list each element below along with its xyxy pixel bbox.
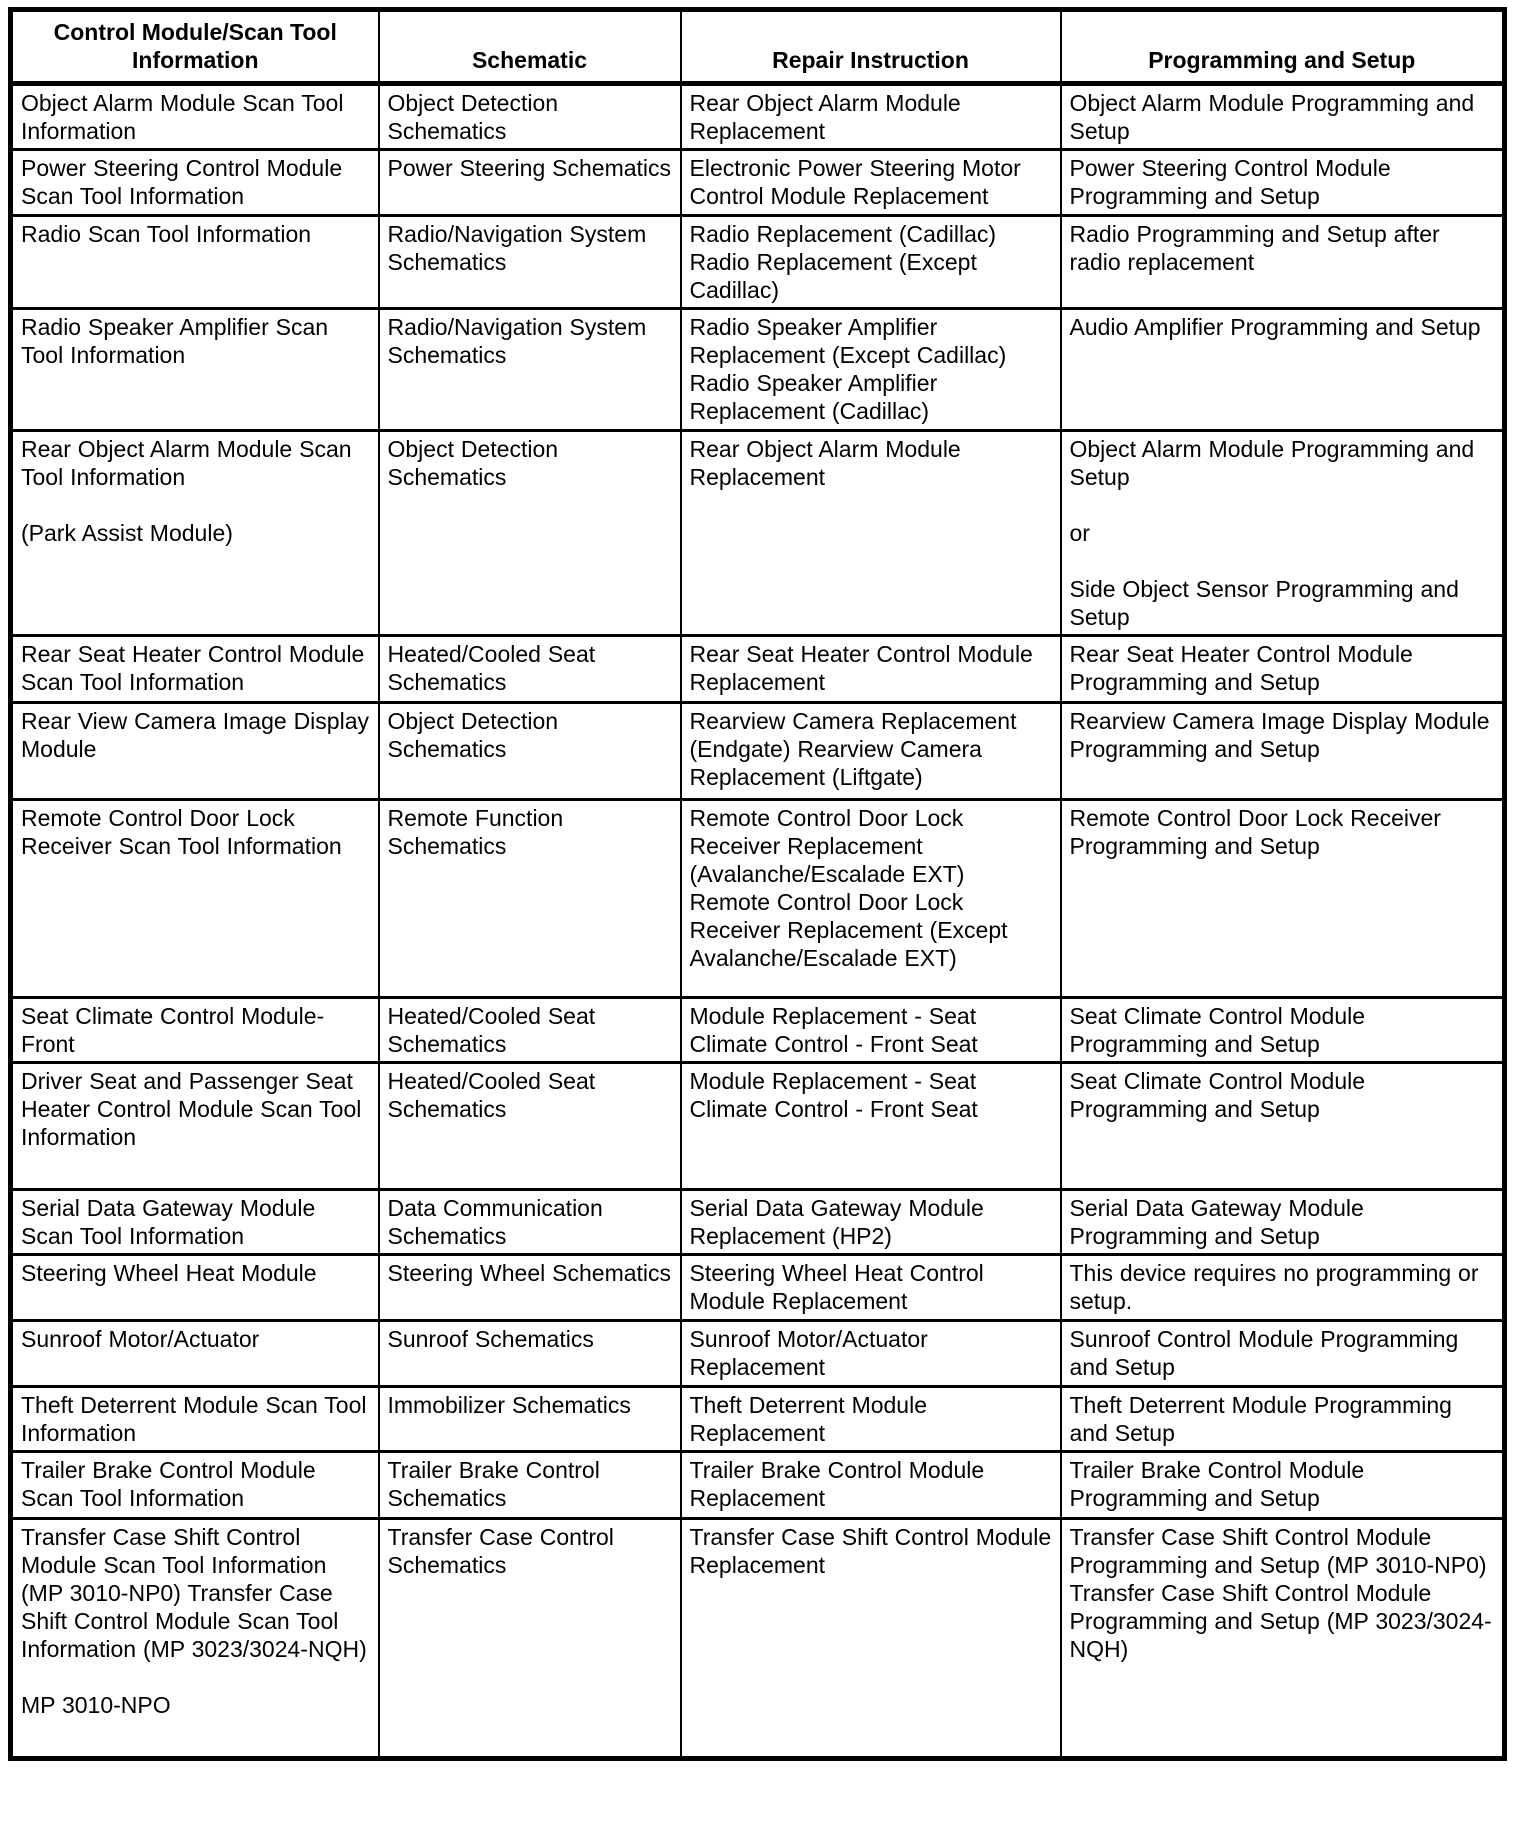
cell-text-line: Radio Speaker Amplifier Scan Tool Information: [21, 314, 329, 368]
cell-text-line: Remote Control Door Lock Receiver Scan Tool Information: [21, 805, 342, 859]
cell-module: [11, 1255, 379, 1321]
table-row: [11, 1387, 1505, 1452]
cell-text-line: Object Alarm Module Scan Tool Information: [21, 90, 344, 144]
cell-schematic: [379, 636, 681, 703]
cell-text-line: Steering Wheel Heat Control Module Replacement: [689, 1260, 984, 1314]
cell-text-line: Trailer Brake Control Module Replacement: [689, 1457, 985, 1511]
cell-module: [11, 1321, 379, 1387]
cell-repair: [681, 1452, 1061, 1519]
cell-module: [11, 84, 379, 150]
cell-repair: [681, 1321, 1061, 1387]
cell-text-line: (Park Assist Module): [21, 520, 233, 546]
cell-text-line: Electronic Power Steering Motor Control Module Replacement: [689, 155, 1021, 209]
table-row: [11, 216, 1505, 309]
cell-schematic: [379, 150, 681, 216]
cell-module: [11, 1519, 379, 1759]
cell-text-line: Transfer Case Shift Control Module Replacement: [689, 1524, 1052, 1578]
cell-text-line: Immobilizer Schematics: [387, 1392, 631, 1418]
cell-text-line: Steering Wheel Heat Module: [21, 1260, 317, 1286]
cell-programming: [1061, 309, 1505, 431]
cell-repair: [681, 1387, 1061, 1452]
cell-repair: [681, 431, 1061, 636]
cell-text-line: Transfer Case Shift Control Module Programming and Setup (MP 3010-NP0) Transfer Case Shift Control Module Programming and Setup (MP 3023/3024-NQH): [1069, 1524, 1492, 1662]
table-row: [11, 309, 1505, 431]
cell-text-line: Power Steering Schematics: [387, 155, 672, 181]
cell-schematic: [379, 1255, 681, 1321]
table-row: [11, 1519, 1505, 1759]
cell-text-line: Transfer Case Shift Control Module Scan Tool Information (MP 3010-NP0) Transfer Case Shift Control Module Scan Tool Information (MP 3023/3024-NQH): [21, 1524, 367, 1662]
cell-module: [11, 1190, 379, 1255]
cell-schematic: [379, 1321, 681, 1387]
cell-programming: [1061, 216, 1505, 309]
cell-programming: [1061, 1519, 1505, 1759]
cell-text-line: Object Detection Schematics: [387, 90, 559, 144]
cell-text-line: Module Replacement - Seat Climate Control - Front Seat: [689, 1003, 978, 1057]
column-header-schematic: Schematic: [379, 10, 681, 84]
cell-schematic: [379, 998, 681, 1063]
cell-schematic: [379, 1063, 681, 1190]
cell-spacer-line: [1070, 491, 1497, 519]
cell-programming: [1061, 1321, 1505, 1387]
cell-text-line: Remote Function Schematics: [387, 805, 564, 859]
cell-schematic: [379, 309, 681, 431]
cell-text-line: Rear Seat Heater Control Module Scan Tool Information: [21, 641, 365, 695]
cell-text-line: MP 3010-NPO: [21, 1692, 171, 1718]
cell-programming: [1061, 1190, 1505, 1255]
cell-text-line: Sunroof Schematics: [387, 1326, 594, 1352]
cell-repair: [681, 800, 1061, 998]
cell-text-line: Rearview Camera Image Display Module Programming and Setup: [1069, 708, 1490, 762]
table-row: [11, 800, 1505, 998]
cell-text-line: Sunroof Control Module Programming and Setup: [1069, 1326, 1459, 1380]
cell-module: [11, 1452, 379, 1519]
cell-schematic: [379, 216, 681, 309]
cell-repair: [681, 998, 1061, 1063]
cell-text-line: This device requires no programming or setup.: [1069, 1260, 1479, 1314]
cell-text-line: Object Detection Schematics: [387, 436, 559, 490]
cell-text-line: Theft Deterrent Module Programming and Setup: [1069, 1392, 1452, 1446]
cell-text-line: Rear Object Alarm Module Replacement: [689, 436, 961, 490]
cell-schematic: [379, 1452, 681, 1519]
cell-schematic: [379, 800, 681, 998]
cell-text-line: Radio Replacement (Except Cadillac): [689, 249, 977, 303]
cell-text-line: Radio Speaker Amplifier Replacement (Except Cadillac): [689, 314, 1007, 368]
cell-text-line: Rear Object Alarm Module Scan Tool Information: [21, 436, 352, 490]
cell-repair: [681, 84, 1061, 150]
cell-spacer-line: [21, 491, 372, 519]
cell-programming: [1061, 998, 1505, 1063]
cell-programming: [1061, 431, 1505, 636]
table-row: [11, 84, 1505, 150]
cell-repair: [681, 1190, 1061, 1255]
cell-spacer-line: [1070, 547, 1497, 575]
cell-text-line: Data Communication Schematics: [387, 1195, 603, 1249]
cell-schematic: [379, 1519, 681, 1759]
cell-text-line: Radio/Navigation System Schematics: [387, 314, 647, 368]
cell-module: [11, 636, 379, 703]
cell-text-line: Radio Programming and Setup after radio replacement: [1069, 221, 1440, 275]
cell-text-line: Radio Scan Tool Information: [21, 221, 312, 247]
cell-repair: [681, 309, 1061, 431]
cell-module: [11, 150, 379, 216]
cell-text-line: Heated/Cooled Seat Schematics: [387, 1068, 596, 1122]
cell-programming: [1061, 84, 1505, 150]
cell-text-line: Trailer Brake Control Module Scan Tool Information: [21, 1457, 316, 1511]
cell-schematic: [379, 703, 681, 800]
cell-text-line: Seat Climate Control Module-Front: [21, 1003, 325, 1057]
table-row: [11, 431, 1505, 636]
cell-programming: [1061, 1452, 1505, 1519]
cell-spacer-line: [21, 1663, 372, 1691]
cell-text-line: Transfer Case Control Schematics: [387, 1524, 614, 1578]
cell-text-line: Trailer Brake Control Module Programming and Setup: [1069, 1457, 1365, 1511]
cell-module: [11, 800, 379, 998]
cell-repair: [681, 150, 1061, 216]
cell-text-line: Rear View Camera Image Display Module: [21, 708, 369, 762]
cell-text-line: Trailer Brake Control Schematics: [387, 1457, 600, 1511]
cell-text-line: Rearview Camera Replacement (Endgate) Rearview Camera Replacement (Liftgate): [689, 708, 1017, 790]
cell-module: [11, 431, 379, 636]
cell-module: [11, 1063, 379, 1190]
cell-text-line: Serial Data Gateway Module Programming and Setup: [1069, 1195, 1364, 1249]
column-header-control-module-scan-tool-information: Control Module/Scan Tool Information: [11, 10, 379, 84]
cell-text-line: Radio Replacement (Cadillac): [689, 221, 997, 247]
cell-text-line: Seat Climate Control Module Programming and Setup: [1069, 1003, 1366, 1057]
cell-repair: [681, 1063, 1061, 1190]
cell-schematic: [379, 84, 681, 150]
cell-repair: [681, 1255, 1061, 1321]
cell-text-line: Power Steering Control Module Programming and Setup: [1069, 155, 1391, 209]
cell-text-line: Theft Deterrent Module Scan Tool Information: [21, 1392, 367, 1446]
cell-module: [11, 216, 379, 309]
cell-text-line: Serial Data Gateway Module Scan Tool Information: [21, 1195, 316, 1249]
cell-text-line: Radio Speaker Amplifier Replacement (Cadillac): [689, 370, 938, 424]
cell-text-line: Rear Seat Heater Control Module Replacement: [689, 641, 1033, 695]
cell-text-line: Side Object Sensor Programming and Setup: [1069, 576, 1459, 630]
column-header-repair-instruction: Repair Instruction: [681, 10, 1061, 84]
cell-module: [11, 703, 379, 800]
table-row: [11, 1452, 1505, 1519]
cell-programming: [1061, 1255, 1505, 1321]
cell-programming: [1061, 1063, 1505, 1190]
table-row: [11, 150, 1505, 216]
table-row: [11, 1255, 1505, 1321]
cell-text-line: Rear Seat Heater Control Module Programming and Setup: [1069, 641, 1413, 695]
cell-text-line: Sunroof Motor/Actuator Replacement: [689, 1326, 928, 1380]
cell-text-line: Steering Wheel Schematics: [387, 1260, 672, 1286]
cell-text-line: Driver Seat and Passenger Seat Heater Control Module Scan Tool Information: [21, 1068, 362, 1150]
scan-tool-information-table: [8, 7, 1507, 1761]
cell-text-line: Radio/Navigation System Schematics: [387, 221, 647, 275]
cell-text-line: Object Detection Schematics: [387, 708, 559, 762]
cell-programming: [1061, 703, 1505, 800]
cell-text-line: Serial Data Gateway Module Replacement (HP2): [689, 1195, 984, 1249]
cell-module: [11, 309, 379, 431]
cell-schematic: [379, 1190, 681, 1255]
cell-text-line: Audio Amplifier Programming and Setup: [1069, 314, 1481, 340]
cell-programming: [1061, 800, 1505, 998]
cell-text-line: Remote Control Door Lock Receiver Programming and Setup: [1069, 805, 1441, 859]
cell-text-line: Heated/Cooled Seat Schematics: [387, 1003, 596, 1057]
cell-repair: [681, 636, 1061, 703]
cell-module: [11, 998, 379, 1063]
table-row: [11, 1190, 1505, 1255]
cell-text-line: Module Replacement - Seat Climate Control - Front Seat: [689, 1068, 978, 1122]
cell-schematic: [379, 431, 681, 636]
table-row: [11, 998, 1505, 1063]
cell-module: [11, 1387, 379, 1452]
cell-repair: [681, 703, 1061, 800]
cell-text-line: Power Steering Control Module Scan Tool Information: [21, 155, 343, 209]
cell-text-line: Object Alarm Module Programming and Setup: [1069, 436, 1475, 490]
cell-text-line: Rear Object Alarm Module Replacement: [689, 90, 961, 144]
cell-text-line: or: [1069, 520, 1090, 546]
cell-text-line: Remote Control Door Lock Receiver Replacement (Except Avalanche/Escalade EXT): [689, 889, 1008, 971]
cell-text-line: Sunroof Motor/Actuator: [21, 1326, 260, 1352]
table-row: [11, 703, 1505, 800]
table-row: [11, 1321, 1505, 1387]
cell-text-line: Object Alarm Module Programming and Setup: [1069, 90, 1475, 144]
cell-repair: [681, 216, 1061, 309]
cell-programming: [1061, 636, 1505, 703]
cell-programming: [1061, 150, 1505, 216]
column-header-programming-and-setup: Programming and Setup: [1061, 10, 1505, 84]
cell-text-line: Heated/Cooled Seat Schematics: [387, 641, 596, 695]
cell-text-line: Remote Control Door Lock Receiver Replacement (Avalanche/Escalade EXT): [689, 805, 965, 887]
table-row: [11, 636, 1505, 703]
cell-text-line: Seat Climate Control Module Programming and Setup: [1069, 1068, 1366, 1122]
cell-text-line: Theft Deterrent Module Replacement: [689, 1392, 928, 1446]
cell-programming: [1061, 1387, 1505, 1452]
cell-schematic: [379, 1387, 681, 1452]
cell-repair: [681, 1519, 1061, 1759]
table-row: [11, 1063, 1505, 1190]
header-row: [11, 10, 1505, 84]
